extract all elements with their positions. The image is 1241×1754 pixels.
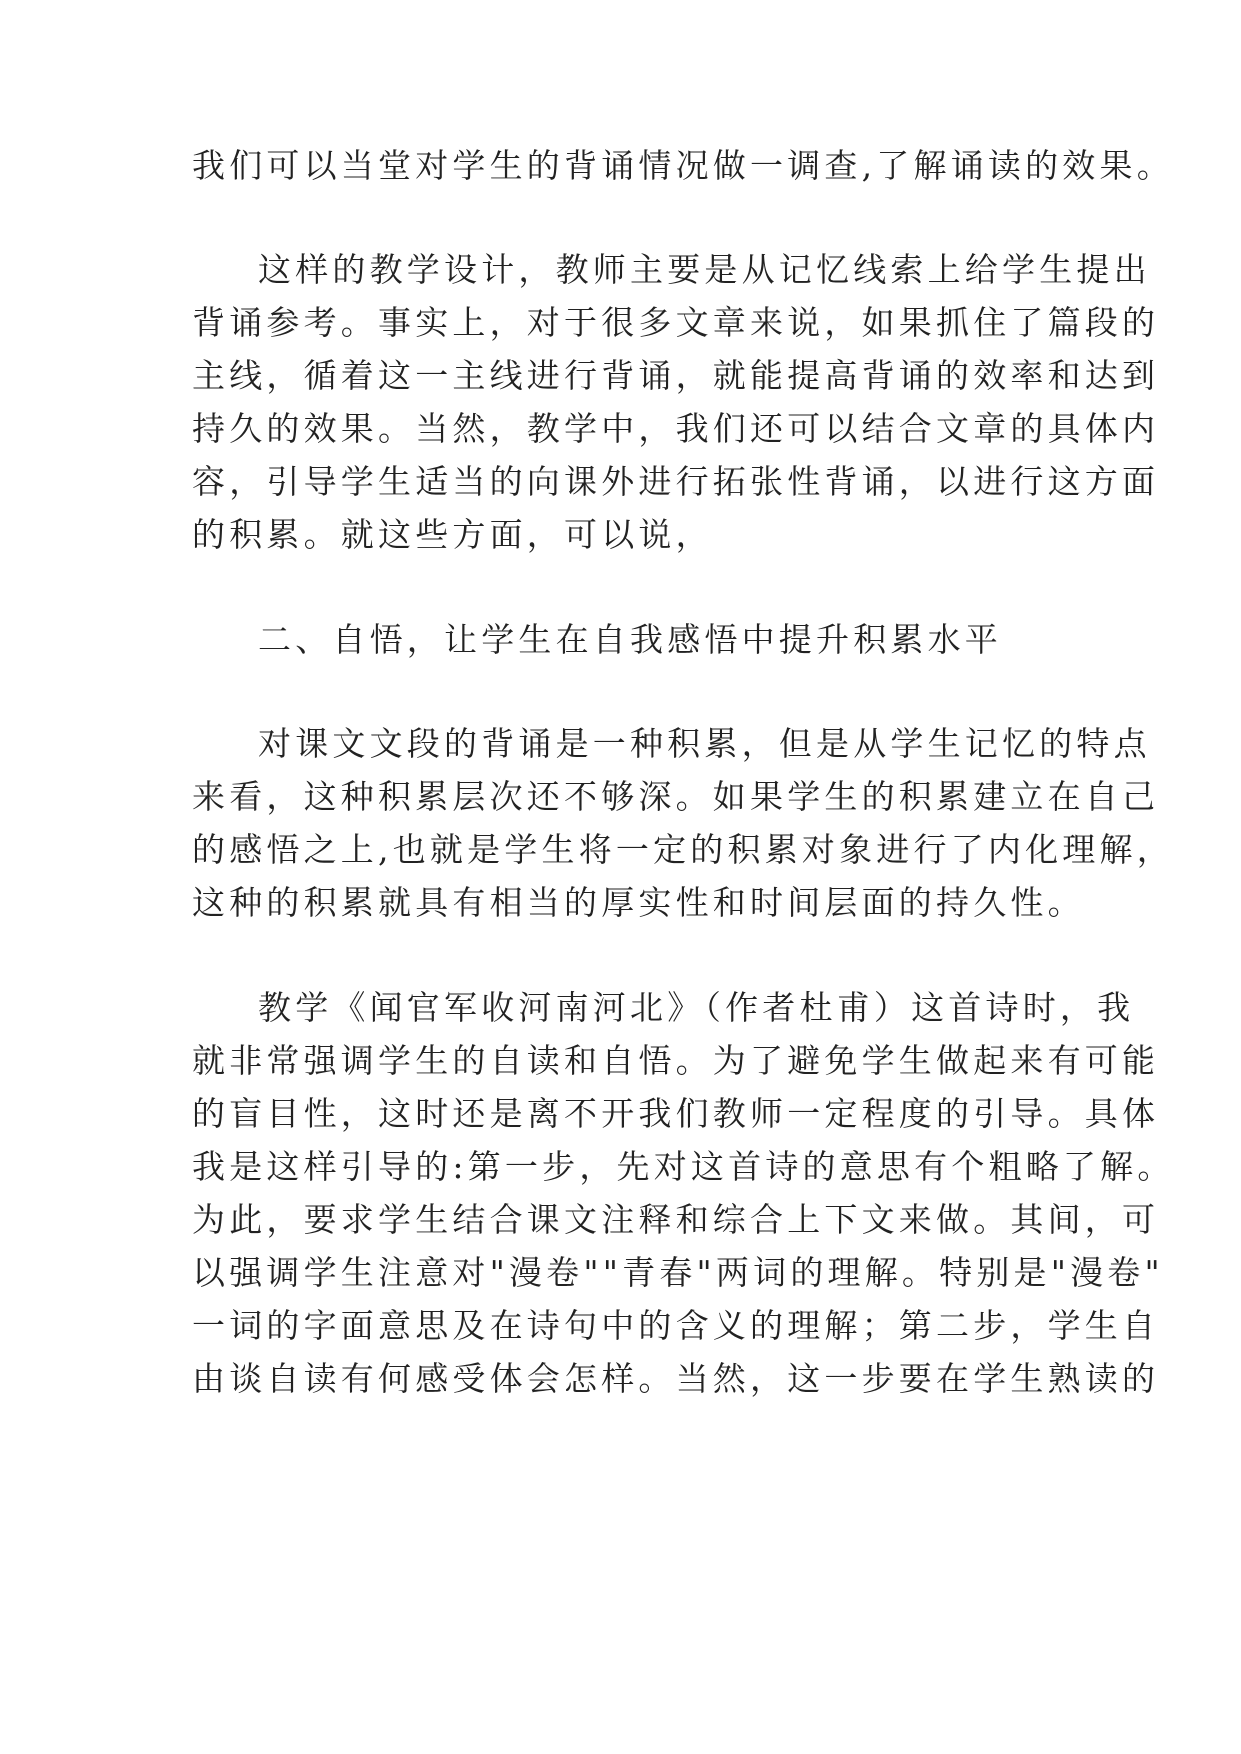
text-line-continuation: 我们可以当堂对学生的背诵情况做一调查,了解诵读的效果。 bbox=[192, 146, 1174, 185]
paragraph-1-line-1: 这样的教学设计，教师主要是从记忆线索上给学生提出 bbox=[258, 250, 1151, 289]
paragraph-3-line-7: 一词的字面意思及在诗句中的含义的理解；第二步，学生自 bbox=[192, 1306, 1160, 1345]
paragraph-2-line-2: 来看，这种积累层次还不够深。如果学生的积累建立在自己 bbox=[192, 777, 1160, 816]
section-heading: 二、自悟，让学生在自我感悟中提升积累水平 bbox=[258, 620, 1002, 659]
paragraph-2-line-1: 对课文文段的背诵是一种积累，但是从学生记忆的特点 bbox=[258, 724, 1151, 763]
paragraph-1-line-5: 容，引导学生适当的向课外进行拓张性背诵，以进行这方面 bbox=[192, 462, 1160, 501]
paragraph-2-line-3: 的感悟之上,也就是学生将一定的积累对象进行了内化理解， bbox=[192, 830, 1174, 869]
paragraph-3-line-4: 我是这样引导的:第一步，先对这首诗的意思有个粗略了解。 bbox=[192, 1147, 1175, 1186]
paragraph-1-line-3: 主线，循着这一主线进行背诵，就能提高背诵的效率和达到 bbox=[192, 356, 1160, 395]
paragraph-1-line-4: 持久的效果。当然，教学中，我们还可以结合文章的具体内 bbox=[192, 409, 1160, 448]
paragraph-2-line-4: 这种的积累就具有相当的厚实性和时间层面的持久性。 bbox=[192, 883, 1085, 922]
paragraph-3-line-1: 教学《闻官军收河南河北》（作者杜甫）这首诗时，我 bbox=[258, 988, 1135, 1027]
paragraph-3-line-5: 为此，要求学生结合课文注释和综合上下文来做。其间，可 bbox=[192, 1200, 1160, 1239]
paragraph-1-line-2: 背诵参考。事实上，对于很多文章来说，如果抓住了篇段的 bbox=[192, 303, 1160, 342]
paragraph-3-line-3: 的盲目性，这时还是离不开我们教师一定程度的引导。具体 bbox=[192, 1094, 1160, 1133]
paragraph-3-line-8: 由谈自读有何感受体会怎样。当然，这一步要在学生熟读的 bbox=[192, 1359, 1160, 1398]
paragraph-1-line-6: 的积累。就这些方面，可以说， bbox=[192, 515, 713, 554]
paragraph-3-line-6: 以强调学生注意对"漫卷""青春"两词的理解。特别是"漫卷" bbox=[192, 1253, 1164, 1292]
paragraph-3-line-2: 就非常强调学生的自读和自悟。为了避免学生做起来有可能 bbox=[192, 1041, 1160, 1080]
